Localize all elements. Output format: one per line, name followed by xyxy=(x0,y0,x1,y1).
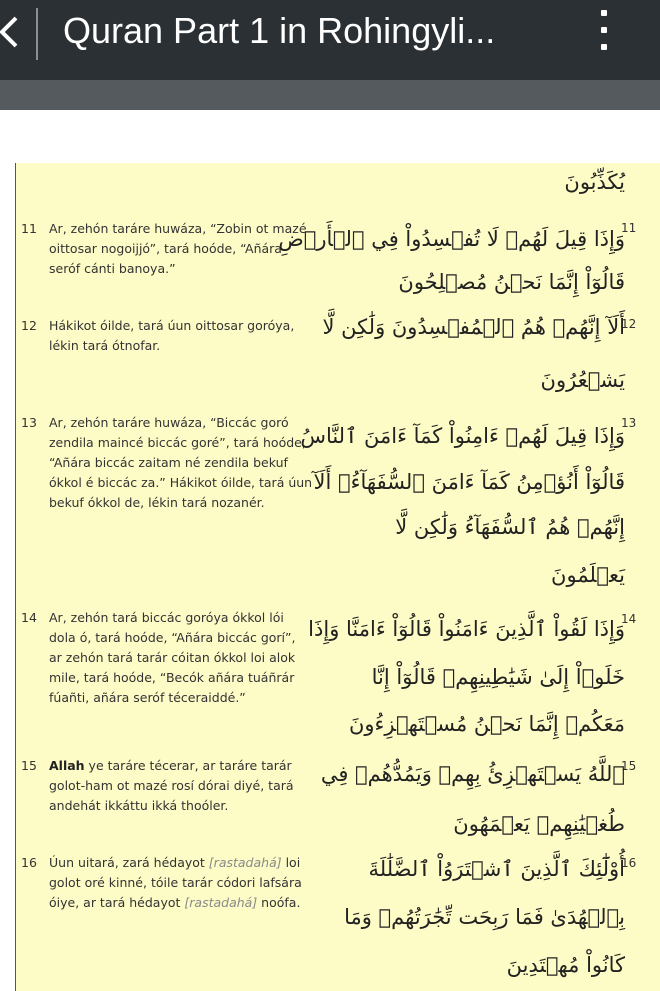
verse-line: Ar, zehón taráre huwáza, “Biccác goró xyxy=(49,415,289,430)
verse-line: bekuf ókkol de, lékin tará nozanér. xyxy=(49,495,265,510)
arabic-line: خَلَوۡاْ إِلَىٰ شَيَٰطِينِهِمۡ قَالُوٓاْ إِنَّا xyxy=(371,665,625,689)
arabic-verse-number: 15 xyxy=(621,759,637,773)
verse-line: Hákikot óilde, tará úun oittosar goróya, xyxy=(49,318,295,333)
arabic-line: أُوْلَٰٓئِكَ ٱلَّذِينَ ٱشۡتَرَوُاْ ٱلضَّلَٰلَةَ xyxy=(368,857,625,881)
verse-translation xyxy=(21,756,294,816)
verse-line: lékin tará ótnofar. xyxy=(49,338,161,353)
verse-line: loi xyxy=(281,855,301,870)
verse-number: 14 xyxy=(21,610,37,625)
verse-line: óiye, ar tará hédayot xyxy=(49,895,185,910)
verse-line: golot-ham ot mazé rosí dórai diyé, tará xyxy=(49,778,294,793)
verse-line: fúañti, añára seróf téceraiddé.” xyxy=(49,690,246,705)
arabic-verse-number: 16 xyxy=(621,856,637,870)
arabic-verse-number: 13 xyxy=(621,416,637,430)
arabic-verse-number: 12 xyxy=(621,317,637,331)
arabic-verse-number: 14 xyxy=(621,612,637,626)
verse-line: “Añára biccác zaitam né zendila bekuf xyxy=(49,455,288,470)
arabic-line: طُغۡيَٰنِهِمۡ يَعۡمَهُونَ xyxy=(453,812,625,836)
arabic-line: يُكَذِّبُونَ xyxy=(564,170,625,194)
verse-line: Ar, zehón tará biccác goróya ókkol lói xyxy=(49,610,284,625)
arabic-line: يَشۡعُرُونَ xyxy=(540,368,625,392)
verse-translation xyxy=(21,853,302,913)
arabic-line: بِٱلۡهُدَىٰ فَمَا رَبِحَت تِّجَٰرَتُهُمۡ وَمَا xyxy=(344,905,625,929)
verse-line: mile, tará hoóde, “Becók añára tuáñrár xyxy=(49,670,295,685)
app-bar-divider xyxy=(36,8,38,60)
arabic-line: ٱللَّهُ يَسۡتَهۡزِئُ بِهِمۡ وَيَمُدُّهُمۡ فِي xyxy=(320,762,625,786)
arabic-line: مَعَكُمۡ إِنَّمَا نَحۡنُ مُسۡتَهۡزِءُونَ xyxy=(348,712,625,736)
verse-number: 13 xyxy=(21,415,37,430)
verse-line: oittosar nogoijjó”, tará hoóde, “Añára xyxy=(49,241,282,256)
verse-line: ar zehón tará tarár cóitan ókkol loi alok xyxy=(49,650,296,665)
arabic-line: وَإِذَا قِيلَ لَهُمۡ لَا تُفۡسِدُواْ فِي ٱلۡأَرۡضِ xyxy=(278,227,625,251)
verse-line: golot oré kinné, tóile tarár códori lafsára xyxy=(49,875,302,890)
verse-line: dola ó, tará hoóde, “Añára biccác gorí”, xyxy=(49,630,296,645)
verse-line: seróf cánti banoya.” xyxy=(49,261,176,276)
arabic-line: يَعۡلَمُونَ xyxy=(551,563,625,587)
arabic-line: أَلَآ إِنَّهُمۡ هُمُ ٱلۡمُفۡسِدُونَ وَلَٰكِن لَّا xyxy=(322,315,625,339)
verse-number: 15 xyxy=(21,758,37,773)
verse-line: ye taráre técerar, ar taráre tarár xyxy=(84,758,292,773)
app-bar xyxy=(0,0,660,80)
more-vertical-icon xyxy=(601,44,607,50)
chevron-left-icon xyxy=(0,10,30,54)
verse-line: Úun uitará, zará hédayot xyxy=(49,855,209,870)
verse-number: 16 xyxy=(21,855,37,870)
arabic-line: وَإِذَا قِيلَ لَهُمۡ ءَامِنُواْ كَمَآ ءَامَنَ ٱلنَّاسُ xyxy=(300,424,625,448)
verse-line: zendila maincé biccác goré”, tará hoóde, xyxy=(49,435,306,450)
more-vertical-icon xyxy=(601,27,607,33)
verse-number: 12 xyxy=(21,318,37,333)
transliteration-note: [rastadahá] xyxy=(184,895,258,910)
verse-line: Ar, zehón taráre huwáza, “Zobin ot mazé xyxy=(49,221,307,236)
verse-translation xyxy=(21,219,307,279)
more-vertical-icon xyxy=(601,10,607,16)
verse-number: 11 xyxy=(21,221,37,236)
arabic-verse-number: 11 xyxy=(621,221,637,235)
transliteration-note: [rastadahá] xyxy=(208,855,282,870)
verse-line: noófa. xyxy=(257,895,301,910)
back-button[interactable] xyxy=(0,10,30,54)
allah-word: Allah xyxy=(49,758,85,773)
arabic-line: كَانُواْ مُهۡتَدِينَ xyxy=(506,953,625,977)
arabic-line: قَالُوٓاْ أَنُؤۡمِنُ كَمَآ ءَامَنَ ٱلسُّفَهَآءُۗ أَلَآ xyxy=(313,470,625,494)
verse-translation xyxy=(21,316,294,356)
reading-page[interactable] xyxy=(15,163,660,991)
verse-translation xyxy=(21,413,312,513)
verse-translation xyxy=(21,608,295,708)
page-title: Quran Part 1 in Rohingyli... xyxy=(63,10,496,51)
arabic-line: وَإِذَا لَقُواْ ٱلَّذِينَ ءَامَنُواْ قَالُوٓاْ ءَامَنَّا وَإِذَا xyxy=(308,617,625,641)
more-options-button[interactable] xyxy=(592,8,616,58)
toolbar-strip xyxy=(0,80,660,110)
verse-line: andehát ikkáttu ikká thoóler. xyxy=(49,798,229,813)
verse-line: ókkol é biccác za.” Hákikot óilde, tará úun xyxy=(49,475,313,490)
arabic-line: قَالُوٓاْ إِنَّمَا نَحۡنُ مُصۡلِحُونَ xyxy=(398,270,625,294)
arabic-line: إِنَّهُمۡ هُمُ ٱلسُّفَهَآءُ وَلَٰكِن لَّا xyxy=(395,515,625,539)
